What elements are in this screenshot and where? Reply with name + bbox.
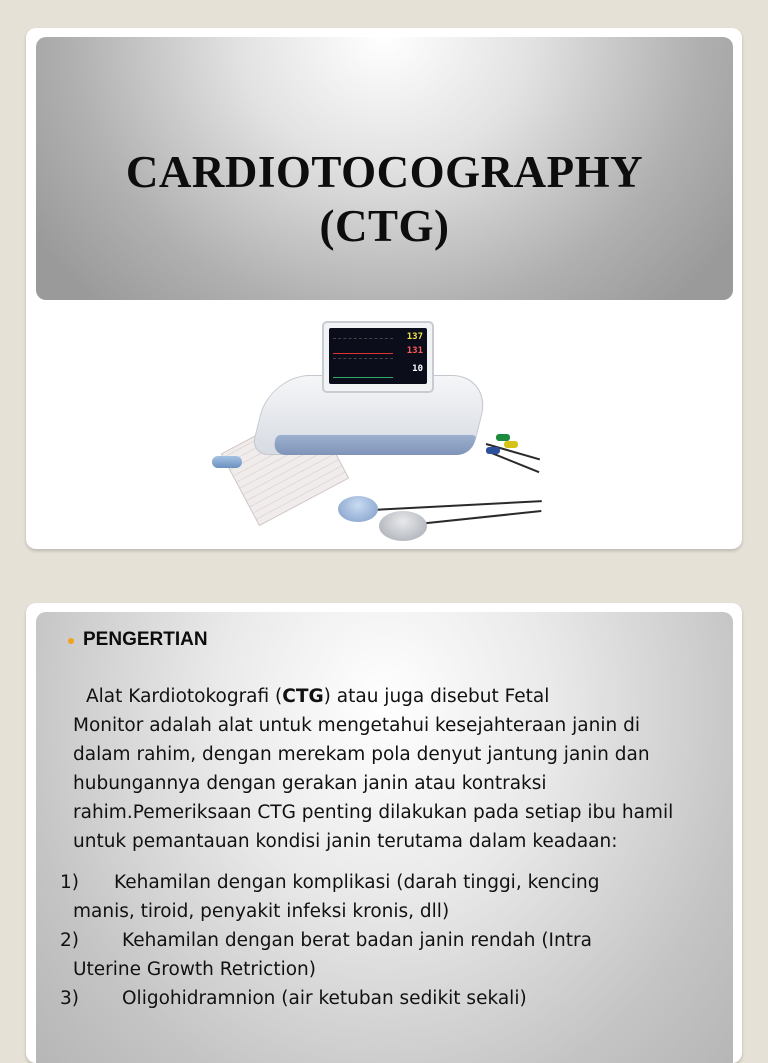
connector-blue bbox=[486, 447, 500, 454]
list-number: 1) bbox=[60, 872, 79, 893]
list-number: 3) bbox=[60, 988, 79, 1009]
ultrasound-transducer bbox=[338, 496, 378, 522]
readout-3: 10 bbox=[412, 364, 423, 374]
list-item bbox=[60, 984, 730, 1013]
title-slide bbox=[26, 28, 742, 549]
title-panel bbox=[36, 37, 733, 300]
monitor-screen bbox=[329, 328, 427, 384]
list-item bbox=[60, 926, 730, 955]
event-marker-probe bbox=[212, 456, 242, 468]
paragraph-line: Monitor adalah alat untuk mengetahui kesejahteraan janin di bbox=[73, 715, 640, 736]
title-line-2: (CTG) bbox=[319, 201, 450, 251]
cable bbox=[418, 510, 542, 525]
paragraph-line: rahim.Pemeriksaan CTG penting dilakukan pada setiap ibu hamil bbox=[73, 802, 674, 823]
readout-1: 137 bbox=[406, 332, 423, 342]
definition-paragraph bbox=[73, 682, 733, 856]
list-number: 2) bbox=[60, 930, 79, 951]
device-base-stripe bbox=[272, 435, 477, 455]
content-slide bbox=[26, 603, 742, 1063]
connector-green bbox=[496, 434, 510, 441]
section-heading: PENGERTIAN bbox=[83, 629, 208, 650]
list-text: Kehamilan dengan berat badan janin rendah (Intra bbox=[122, 930, 592, 951]
paragraph-text: ) atau juga disebut Fetal bbox=[323, 686, 550, 707]
toco-trace bbox=[333, 358, 393, 378]
condition-list bbox=[60, 868, 730, 1013]
connector-yellow bbox=[504, 441, 518, 448]
toco-transducer bbox=[379, 511, 427, 541]
readout-2: 131 bbox=[406, 346, 423, 356]
title-line-1: CARDIOTOCOGRAPHY bbox=[125, 147, 644, 197]
ctg-device-image bbox=[204, 313, 534, 533]
list-item bbox=[60, 868, 730, 897]
paragraph-line bbox=[73, 682, 733, 711]
list-text: Oligohidramnion (air ketuban sedikit sekali) bbox=[122, 988, 527, 1009]
paragraph-line: untuk pemantauan kondisi janin terutama dalam keadaan: bbox=[73, 831, 618, 852]
paragraph-text: Alat Kardiotokografi ( bbox=[86, 686, 283, 707]
list-item-continuation: Uterine Growth Retriction) bbox=[73, 959, 316, 980]
monitor-screen-frame bbox=[322, 321, 434, 393]
list-text: Kehamilan dengan komplikasi (darah tinggi, kencing bbox=[114, 872, 600, 893]
paragraph-bold-text: CTG bbox=[282, 686, 324, 707]
list-item-continuation: manis, tiroid, penyakit infeksi kronis, dll) bbox=[73, 901, 450, 922]
content-panel bbox=[36, 612, 733, 1063]
paragraph-line: dalam rahim, dengan merekam pola denyut jantung janin dan bbox=[73, 744, 650, 765]
bullet-icon bbox=[68, 638, 74, 644]
slide-title bbox=[36, 145, 733, 253]
cable bbox=[489, 451, 540, 473]
fhr-trace bbox=[333, 338, 393, 354]
paragraph-line: hubungannya dengan gerakan janin atau kontraksi bbox=[73, 773, 547, 794]
cable bbox=[372, 500, 542, 511]
